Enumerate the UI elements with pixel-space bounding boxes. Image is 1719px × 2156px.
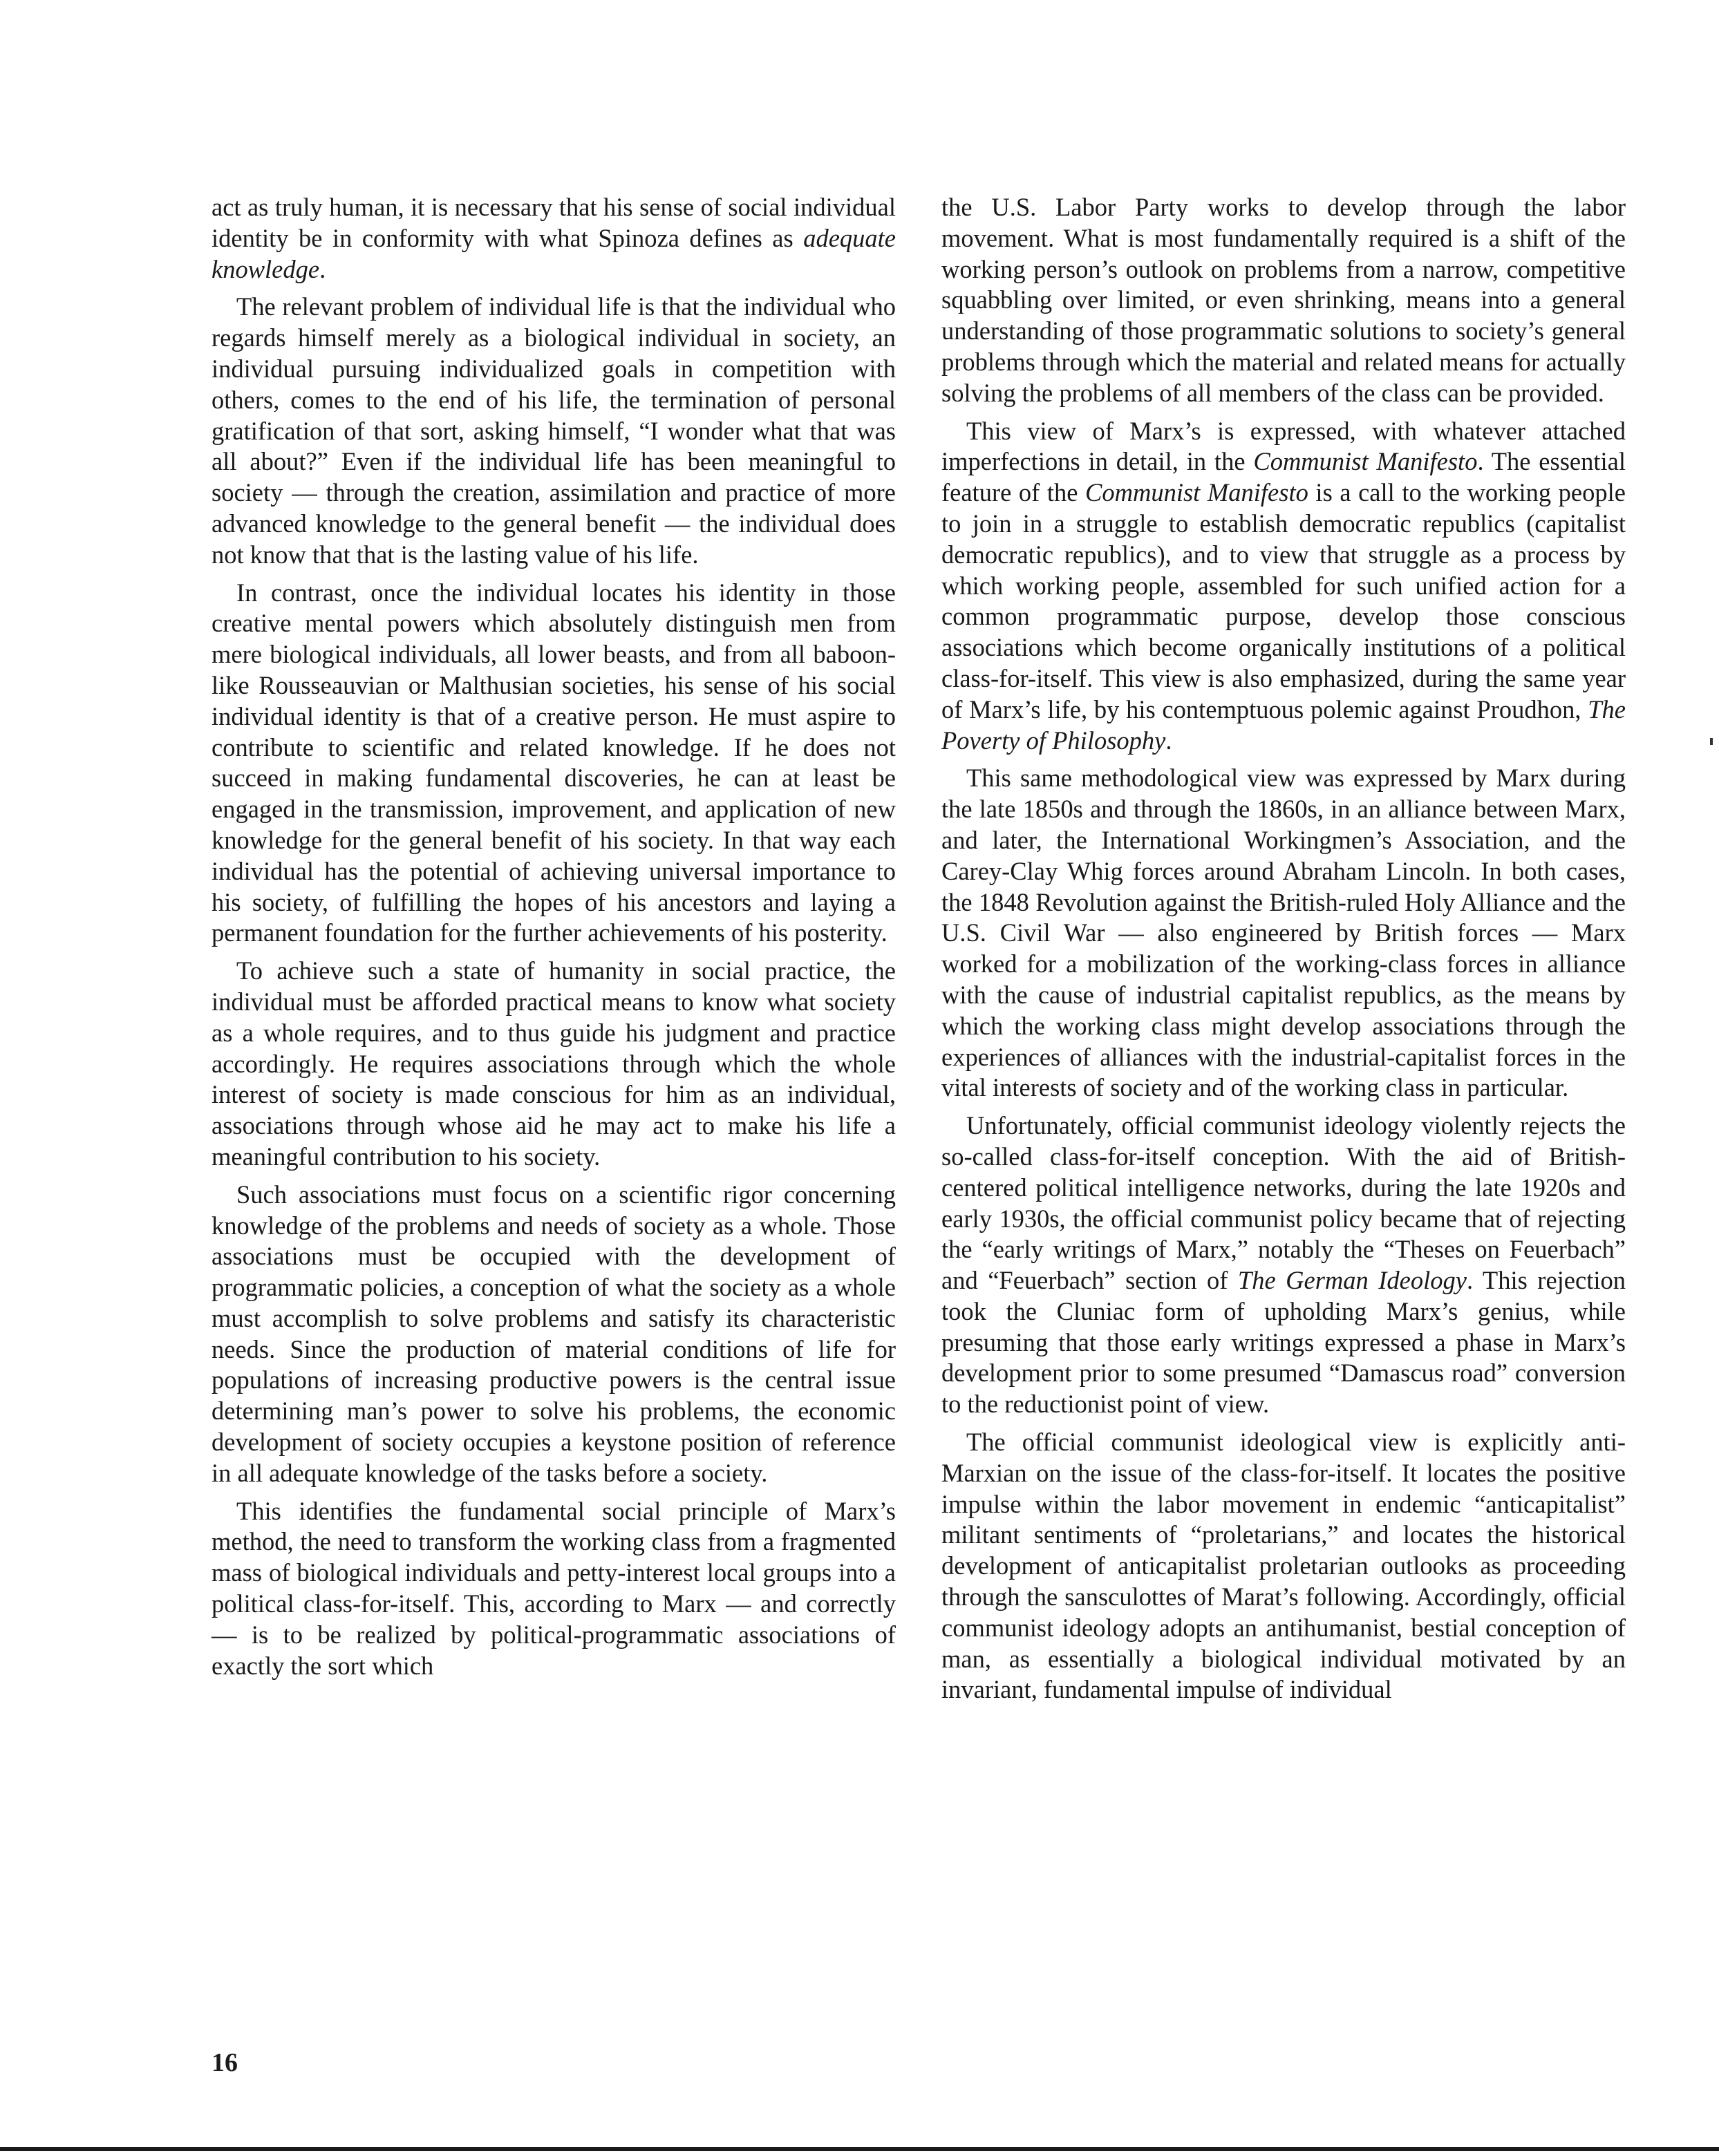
paragraph: To achieve such a state of humanity in social practice, the individual must be afforded practical means to know what society as a whole requires, and to thus guide his judgment and practice accordingly. He requires associations through which the whole interest of society is made conscious for him as an individual, associations through whose aid he may act to make his life a meaningful contribution to his society.	[212, 956, 896, 1171]
italic-phrase: adequate knowledge	[212, 223, 896, 283]
italic-phrase: The Poverty of Philosophy	[941, 694, 1626, 755]
paragraph: The relevant problem of individual life is that the individual who regards himself merely as a biological individual in society, an individual pursuing individualized goals in competition with others, comes to the end of his life, the termination of personal gratification of that sort, asking himself, “I wonder what that was all about?” Even if the individual life has been meaningful to society — through the creation, assimilation and practice of more advanced knowledge to the general benefit — the individual does not know that that is the lasting value of his life.	[212, 292, 896, 569]
left-column	[212, 192, 896, 1688]
paragraph: Unfortunately, official communist ideology violently rejects the so-called class-for-itself conception. With the aid of British-centered political intelligence networks, during the late 1920s and early 1930s, the official communist policy became that of rejecting the “early writings of Marx,” notably the “Theses on Feuerbach” and “Feuerbach” section of The German Ideology. This rejection took the Cluniac form of upholding Marx’s genius, while presuming that those early writings expressed a phase in Marx’s development prior to some presumed “Damascus road” conversion to the reductionist point of view.	[941, 1111, 1626, 1419]
paragraph: This identifies the fundamental social principle of Marx’s method, the need to transform the working class from a fragmented mass of biological individuals and petty-interest local groups into a political class-for-itself. This, according to Marx — and correctly — is to be realized by political-programmatic associations of exactly the sort which	[212, 1496, 896, 1680]
margin-mark	[1710, 738, 1713, 745]
page-number: 16	[212, 2048, 238, 2077]
paragraph: In contrast, once the individual locates his identity in those creative mental powers which absolutely distinguish men from mere biological individuals, all lower beasts, and from all baboon-like Rousseauvian or Malthusian societies, his sense of his social individual identity is that of a creative person. He must aspire to contribute to scientific and related knowledge. If he does not succeed in making fundamental discoveries, he can at least be engaged in the transmission, improvement, and application of new knowledge for the general benefit of his society. In that way each individual has the potential of achieving universal importance to his society, of fulfilling the hopes of his ancestors and laying a permanent foundation for the further achievements of his posterity.	[212, 578, 896, 947]
paragraph: act as truly human, it is necessary that his sense of social individual identity be in conformity with what Spinoza defines as adequate knowledge.	[212, 193, 896, 283]
right-column	[941, 192, 1626, 1712]
italic-phrase: Communist Manifesto	[1253, 447, 1478, 476]
paragraph: This same methodological view was expressed by Marx during the late 1850s and through the 1860s, in an alliance between Marx, and later, the International Workingmen’s Association, and the Carey-Clay Whig forces around Abraham Lincoln. In both cases, the 1848 Revolution against the British-ruled Holy Alliance and the U.S. Civil War — also engineered by British forces — Marx worked for a mobilization of the working-class forces in alliance with the cause of industrial capitalist republics, as the means by which the working class might develop associations through the experiences of alliances with the industrial-capitalist forces in the vital interests of society and of the working class in particular.	[941, 764, 1626, 1102]
bottom-rule	[0, 2147, 1719, 2151]
paragraph: This view of Marx’s is expressed, with whatever attached imperfections in detail, in the Communist Manifesto. The essential feature of the Communist Manifesto is a call to the working people to join in a struggle to establish democratic republics (capitalist democratic republics), and to view that struggle as a process by which working people, assembled for such unified action for a common programmatic purpose, develop those conscious associations which become organically institutions of a political class-for-itself. This view is also emphasized, during the same year of Marx’s life, by his contemptuous polemic against Proudhon, The Poverty of Philosophy.	[941, 416, 1626, 755]
italic-phrase: Communist Manifesto	[1085, 478, 1308, 507]
paragraph: Such associations must focus on a scientific rigor concerning knowledge of the problems and needs of society as a whole. Those associations must be occupied with the development of programmatic policies, a conception of what the society as a whole must accomplish to solve problems and satisfy its characteristic needs. Since the production of material conditions of life for populations of increasing productive powers is the central issue determining man’s power to solve his problems, the economic development of society occupies a keystone position of reference in all adequate knowledge of the tasks before a society.	[212, 1180, 896, 1487]
italic-phrase: The German Ideology	[1237, 1266, 1467, 1295]
paragraph: the U.S. Labor Party works to develop through the labor movement. What is most fundamentally required is a shift of the working person’s outlook on problems from a narrow, competitive squabbling over limited, or even shrinking, means into a general understanding of those programmatic solutions to society’s general problems through which the material and related means for actually solving the problems of all members of the class can be provided.	[941, 193, 1626, 407]
paragraph: The official communist ideological view is explicitly anti-Marxian on the issue of the class-for-itself. It locates the positive impulse within the labor movement in endemic “anticapitalist” militant sentiments of “proletarians,” and locates the historical development of anticapitalist proletarian outlooks as proceeding through the sansculottes of Marat’s following. Accordingly, official communist ideology adopts an antihumanist, bestial conception of man, as essentially a biological individual motivated by an invariant, fundamental impulse of individual	[941, 1428, 1626, 1704]
